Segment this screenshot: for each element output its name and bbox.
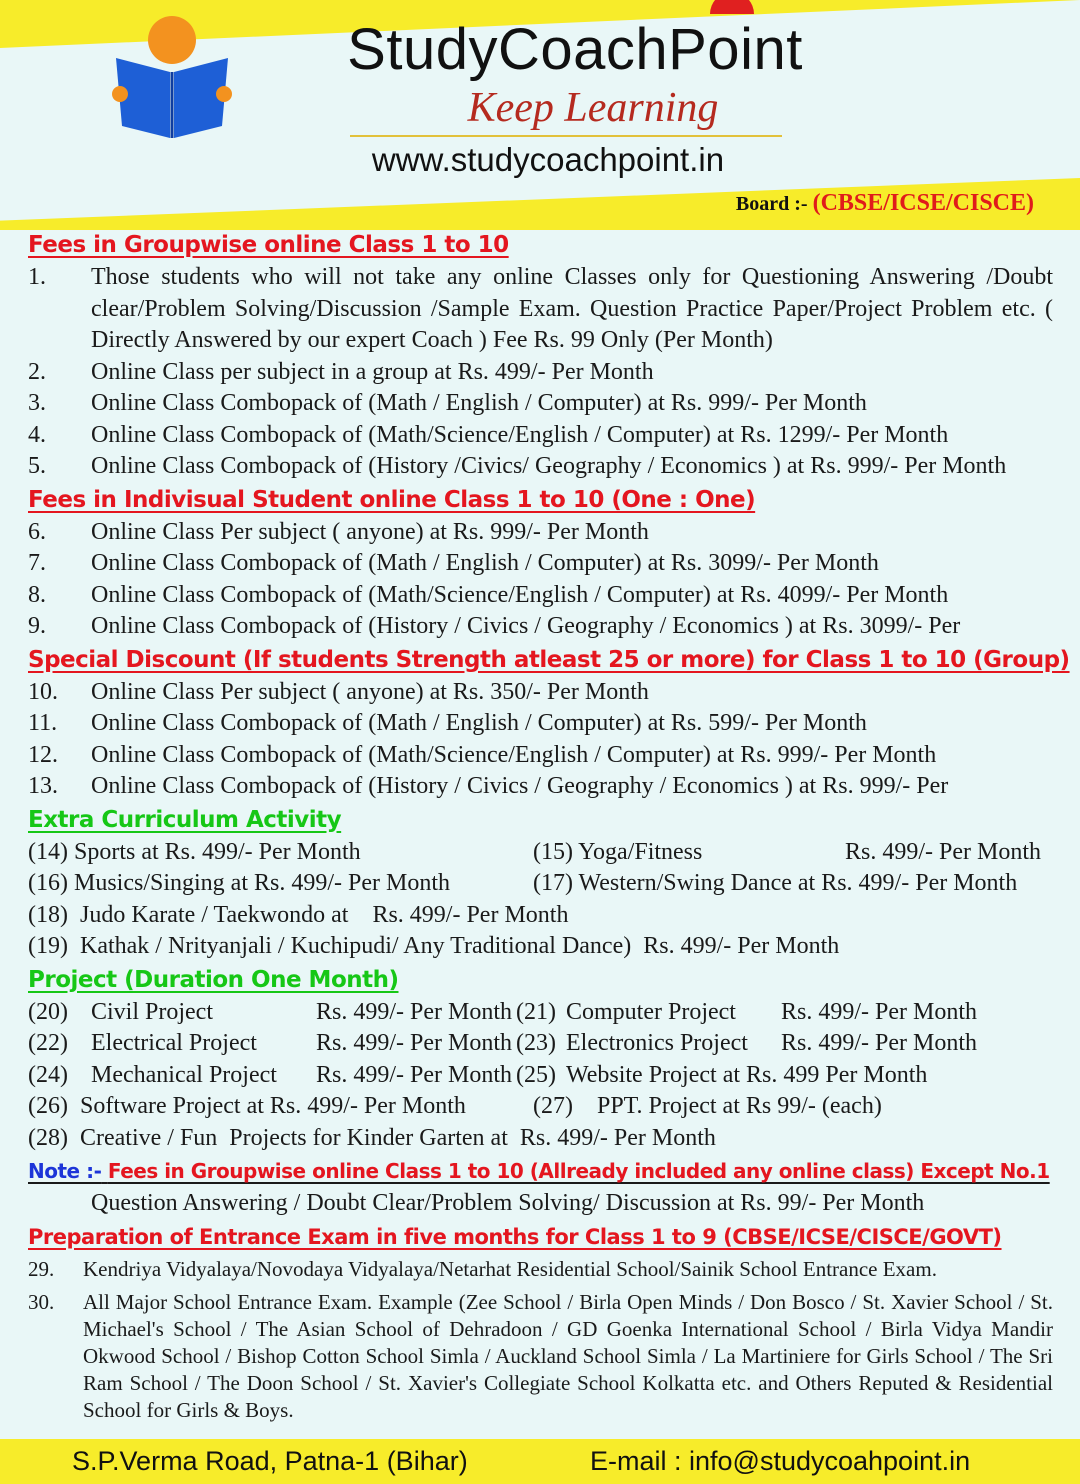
section-heading: Extra Curriculum Activity (28, 806, 342, 833)
list-item (28, 388, 1053, 420)
section-heading: Fees in Indivisual Student online Class 1 to 10 (One : One) (28, 486, 756, 513)
activity-item: (17) Western/Swing Dance at Rs. 499/- Per Month (533, 870, 1018, 896)
section-heading: Project (Duration One Month) (28, 966, 399, 993)
item-text: Online Class Per subject ( anyone) at Rs. 999/- Per Month (91, 518, 649, 545)
item-number: 29. (28, 1256, 55, 1281)
board-info (736, 190, 1034, 217)
section-heading: Preparation of Entrance Exam in five months for Class 1 to 9 (CBSE/ICSE/CISCE/GOVT) (28, 1224, 1002, 1249)
item-text: Online Class Combopack of (Math/Science/English / Computer) at Rs. 1299/- Per Month (91, 421, 949, 448)
project-row (28, 997, 1053, 1029)
item-number: 5. (28, 453, 46, 479)
item-text: Online Class Combopack of (Math/Science/English / Computer) at Rs. 4099/- Per Month (91, 581, 949, 608)
item-text: Online Class Combopack of (History /Civics/ Geography / Economics ) at Rs. 999/- Per Month (91, 453, 1007, 479)
project-item: (26) Software Project at Rs. 499/- Per Month (28, 1093, 466, 1119)
project-price: Rs. 499/- Per Month (781, 1030, 978, 1056)
item-text: Online Class Combopack of (Math / English / Computer) at Rs. 599/- Per Month (91, 710, 867, 736)
list-item (28, 517, 1053, 549)
item-text: Online Class Combopack of (Math / English / Computer) at Rs. 999/- Per Month (91, 390, 867, 416)
item-text: Online Class per subject in a group at Rs. 499/- Per Month (91, 358, 654, 385)
item-number: 7. (28, 550, 46, 576)
activity-item: (14) Sports at Rs. 499/- Per Month (28, 838, 361, 865)
section-heading: Fees in Groupwise online Class 1 to 10 (28, 232, 509, 258)
item-number: 30. (28, 1289, 55, 1314)
project-number: (23) (516, 1030, 556, 1056)
project-row (28, 1091, 1053, 1123)
project-name: Electrical Project (91, 1030, 257, 1056)
footer (0, 1439, 1080, 1484)
item-number: 3. (28, 390, 46, 416)
list-item (28, 740, 1053, 772)
brand-tagline: Keep Learning (467, 85, 719, 131)
item-number: 11. (28, 710, 58, 736)
board-label: Board :- (735, 193, 808, 215)
note (28, 1154, 1053, 1188)
project-price: Rs. 499/- Per Month (316, 998, 513, 1025)
project-row (28, 1060, 1053, 1092)
reading-person-logo-icon (112, 14, 232, 139)
item-number: 1. (28, 264, 46, 290)
project-row (28, 1028, 1053, 1060)
item-text: Online Class Combopack of (History / Civics / Geography / Economics ) at Rs. 3099/- Per (91, 613, 961, 639)
list-item (28, 548, 1053, 580)
list-item (28, 677, 1053, 709)
brand-name: StudyCoachPoint (347, 17, 803, 82)
list-item (28, 580, 1053, 612)
project-number: (24) (28, 1061, 68, 1088)
item-text: Online Class Combopack of (Math/Science/English / Computer) at Rs. 999/- Per Month (91, 741, 937, 768)
item-text: Online Class Combopack of (History / Civics / Geography / Economics ) at Rs. 999/- Per (91, 773, 949, 799)
note-continuation: Question Answering / Doubt Clear/Problem Solving/ Discussion at Rs. 99/- Per Month (91, 1190, 925, 1216)
list-item (28, 611, 1053, 643)
item-text: Online Class Per subject ( anyone) at Rs. 350/- Per Month (91, 678, 649, 705)
activity-item: (16) Musics/Singing at Rs. 499/- Per Month (28, 870, 451, 896)
section-heading: Special Discount (If students Strength atleast 25 or more) for Class 1 to 10 (Group) (28, 646, 1070, 673)
note-text: Fees in Groupwise online Class 1 to 10 (Allready included any online class) Except No.1 (107, 1159, 1050, 1183)
activity-row: (19) Kathak / Nrityanjali / Kuchipudi/ Any Traditional Dance) Rs. 499/- Per Month (28, 933, 840, 959)
project-name: Civil Project (91, 998, 213, 1025)
item-text: Those students who will not take any online Classes only for Questioning Answering /Doubt clear/Problem Solving/Discussion /Sample Exam. Question Practice Paper/Project Problem etc. ( Directly Answered by our expert Coach ) Fee Rs. 99 Only (Per Month) (91, 264, 1053, 353)
item-number: 10. (28, 678, 58, 705)
activity-price: Rs. 499/- Per Month (844, 838, 1041, 865)
project-name: Computer Project (566, 998, 736, 1025)
activity-row (28, 868, 1053, 900)
list-item (28, 357, 1053, 389)
project-item: (27) PPT. Project at Rs 99/- (each) (533, 1093, 882, 1119)
list-item (28, 420, 1053, 452)
item-text: Kendriya Vidyalaya/Novodaya Vidyalaya/Netarhat Residential School/Sainik School Entrance Exam. (83, 1256, 937, 1281)
item-number: 4. (28, 421, 46, 448)
project-number: (20) (28, 998, 68, 1025)
activity-item (533, 837, 1053, 869)
item-number: 8. (28, 581, 46, 608)
activity-row: (18) Judo Karate / Taekwondo at Rs. 499/- Per Month (28, 901, 569, 928)
list-item (28, 262, 1053, 357)
project-name: Electronics Project (566, 1030, 748, 1056)
project-number: (21) (516, 998, 556, 1025)
note-label: Note :- (28, 1159, 102, 1183)
list-item (28, 708, 1053, 740)
project-price: Rs. 499/- Per Month (781, 998, 978, 1025)
item-number: 9. (28, 613, 46, 639)
project-name: Mechanical Project (91, 1061, 277, 1088)
list-item (28, 451, 1053, 483)
project-number: (25) (516, 1061, 556, 1088)
content (28, 228, 1070, 1424)
item-number: 12. (28, 741, 58, 768)
footer-address: S.P.Verma Road, Patna-1 (Bihar) (72, 1446, 468, 1476)
project-row: (28) Creative / Fun Projects for Kinder Garten at Rs. 499/- Per Month (28, 1124, 716, 1151)
website-url[interactable]: www.studycoachpoint.in (371, 141, 725, 178)
item-number: 13. (28, 773, 58, 799)
board-value: (CBSE/ICSE/CISCE) (812, 190, 1034, 216)
project-price: Rs. 499/- Per Month (316, 1061, 513, 1088)
item-text: All Major School Entrance Exam. Example (Zee School / Birla Open Minds / Don Bosco / St. Xavier School / St. Michael's School / The Asian School of Dehradoon / GD Goenka International School / Birla Vidya Mandir Okwood School / Bishop Cotton School Simla / Auckland School Simla / La Martiniere for Girls School / The Sri Ram School / The Doon School / St. Xavier's Collegiate School Kolkatta etc. and Others Reputed & Residential School for Girls & Boys. (83, 1289, 1053, 1422)
project-price: Rs. 499/- Per Month (316, 1030, 513, 1056)
item-number: 6. (28, 518, 46, 545)
red-decoration (710, 0, 754, 14)
activity-row (28, 837, 1053, 869)
list-item (28, 771, 1053, 803)
project-number: (22) (28, 1030, 68, 1056)
project-name: Website Project at Rs. 499 Per Month (566, 1061, 928, 1088)
tagline-divider (350, 135, 782, 137)
item-number: 2. (28, 358, 46, 385)
footer-email[interactable]: E-mail : info@studycoahpoint.in (590, 1446, 971, 1476)
list-item (28, 1289, 1053, 1424)
activity-label: (15) Yoga/Fitness (533, 838, 703, 865)
list-item (28, 1256, 1053, 1283)
item-text: Online Class Combopack of (Math / English / Computer) at Rs. 3099/- Per Month (91, 550, 879, 576)
